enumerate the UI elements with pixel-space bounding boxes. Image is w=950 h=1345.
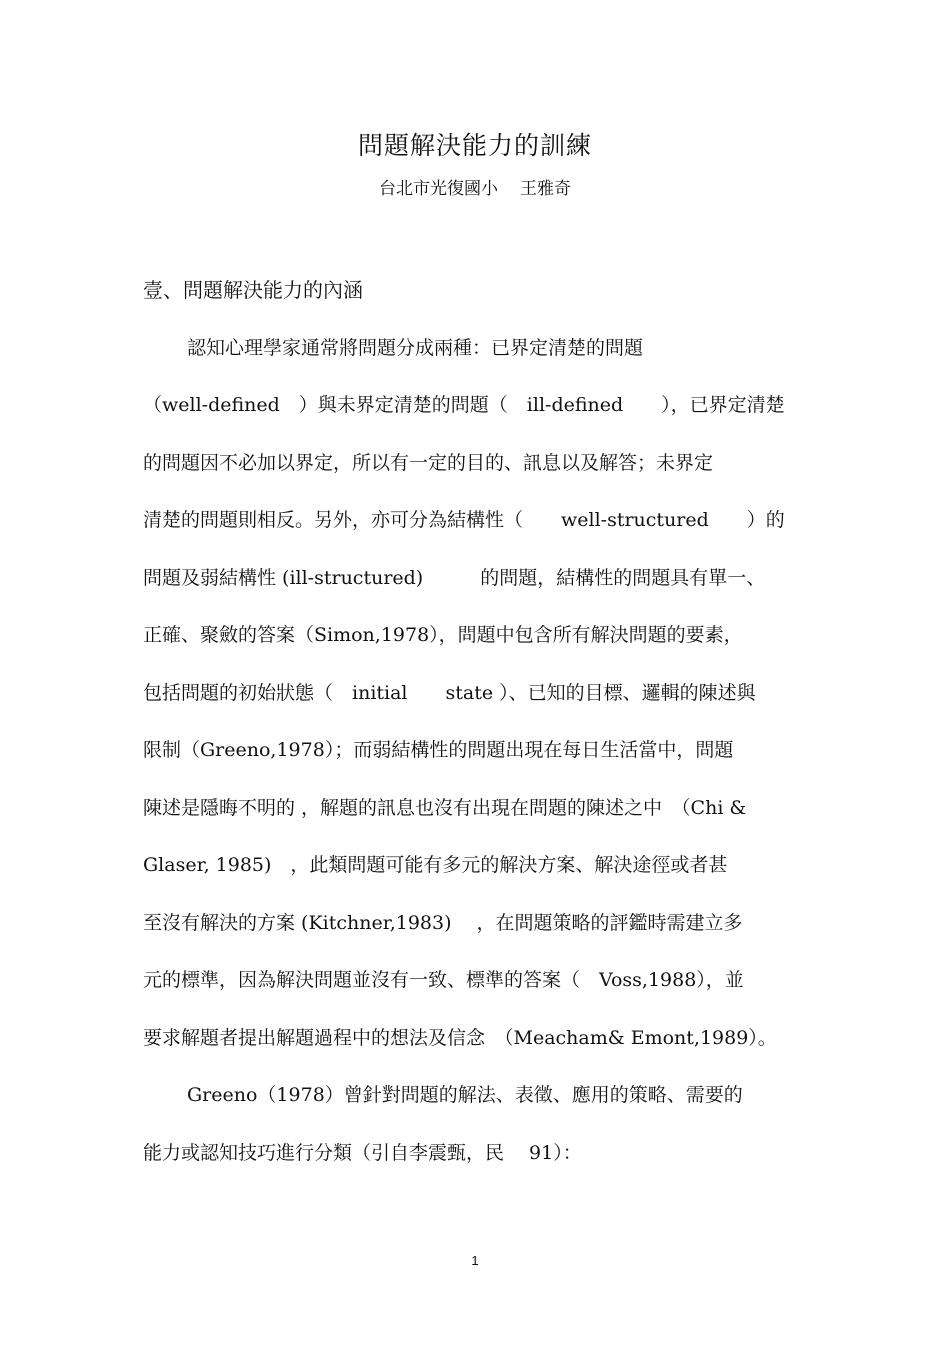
document-title: 問題解決能力的訓練 (357, 131, 592, 160)
paragraph-line: Greeno（1978）曾針對問題的解法、表徵、應用的策略、需要的 (187, 1084, 743, 1106)
author-name: 王雅奇 (520, 179, 571, 199)
page-number: 1 (471, 1253, 479, 1268)
paragraph-line: 要求解題者提出解題過程中的想法及信念 （Meacham& Emont,1989）。 (143, 1027, 777, 1049)
paragraph-line: 正確、聚斂的答案（Simon,1978），問題中包含所有解決問題的要素， (143, 624, 743, 646)
author-school: 台北市光復國小 (379, 179, 498, 199)
paragraph-line: 至沒有解決的方案 (Kitchner,1983) ，在問題策略的評鑑時需建立多 (143, 912, 743, 934)
paragraph-line: 能力或認知技巧進行分類（引自李震甄，民 91）： (143, 1142, 582, 1164)
paragraph-line: 認知心理學家通常將問題分成兩種：已界定清楚的問題 (187, 337, 644, 359)
paragraph-line: 的問題因不必加以界定，所以有一定的目的、訊息以及解答；未界定 (143, 452, 714, 474)
paragraph-line: Glaser, 1985) ，此類問題可能有多元的解決方案、解決途徑或者甚 (143, 854, 728, 876)
paragraph-line: 問題及弱結構性 (ill-structured) 的問題，結構性的問題具有單一、 (143, 567, 766, 589)
section-heading: 壹、問題解決能力的內涵 (143, 278, 363, 302)
paragraph-line: 元的標準，因為解決問題並沒有一致、標準的答案（ Voss,1988），並 (143, 969, 744, 991)
paragraph-line: 清楚的問題則相反。另外，亦可分為結構性（ well-structured ）的 (143, 509, 785, 531)
author-line (0, 176, 950, 202)
paragraph-line: 包括問題的初始狀態（ initial state ）、已知的目標、邏輯的陳述與 (143, 682, 756, 704)
paragraph-line: 限制（Greeno,1978）；而弱結構性的問題出現在每日生活當中，問題 (143, 739, 734, 761)
paragraph-line: 陳述是隱晦不明的 ，解題的訊息也沒有出現在問題的陳述之中 （Chi & (143, 797, 747, 819)
paragraph-line: （well-defined ）與未界定清楚的問題（ ill-defined ），已界定清楚 (143, 394, 785, 416)
